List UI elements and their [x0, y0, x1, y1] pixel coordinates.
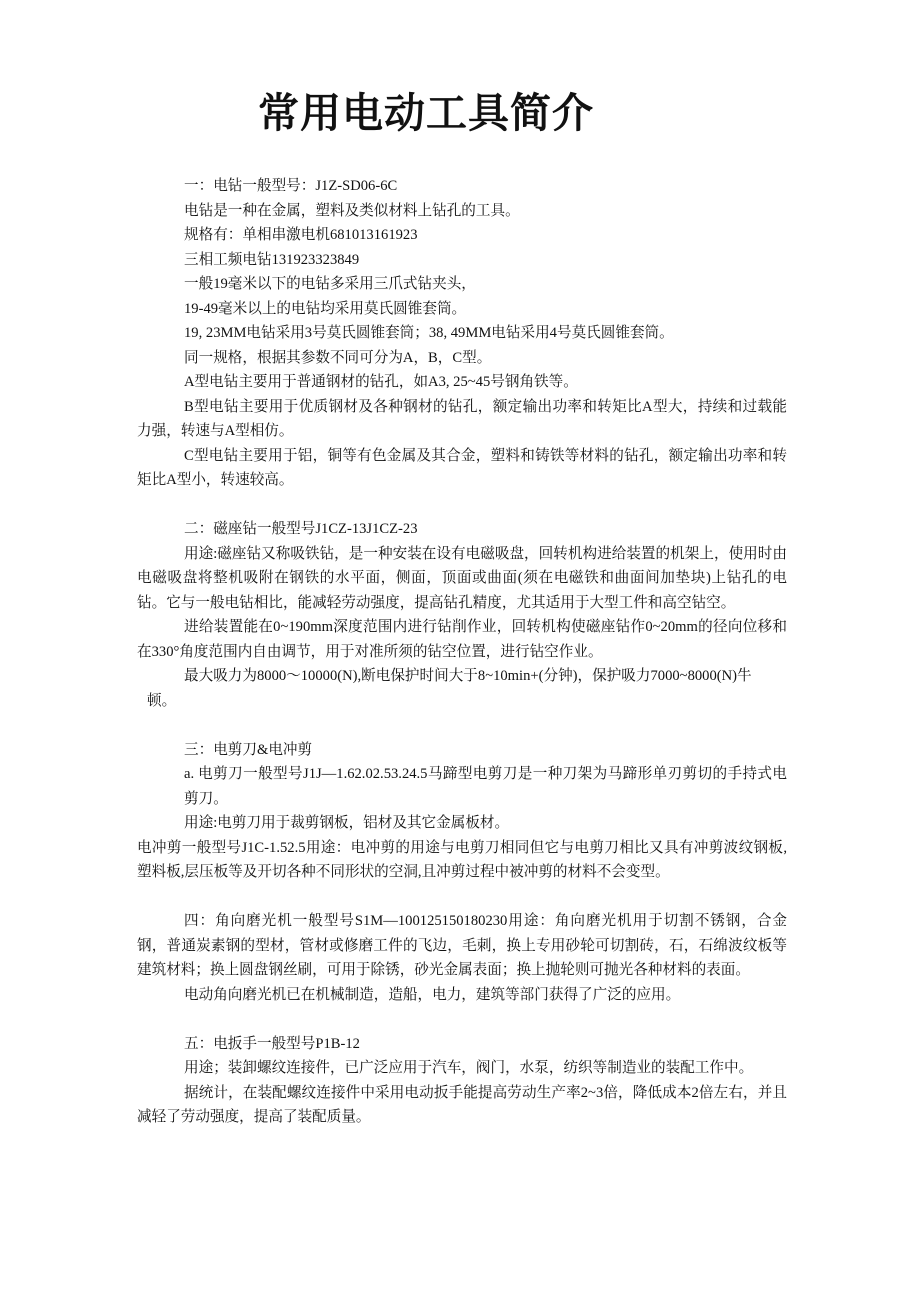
- paragraph: 规格有：单相串激电机681013161923: [184, 227, 418, 243]
- section-electric-drill: [137, 174, 787, 493]
- spacer: [137, 1007, 787, 1032]
- section-shears: [137, 738, 787, 885]
- section-heading: 二：磁座钻一般型号J1CZ-13J1CZ-23: [184, 521, 418, 537]
- section-angle-grinder: [137, 909, 787, 1007]
- paragraph: 用途；装卸螺纹连接件，已广泛应用于汽车，阀门，水泵，纺织等制造业的装配工作中。: [184, 1060, 754, 1076]
- paragraph: B型电钻主要用于优质钢材及各种钢材的钻孔，额定输出功率和转矩比A型大，持续和过载能力强，转速与A型相仿。: [137, 398, 787, 439]
- document-body: [137, 174, 787, 1130]
- paragraph: 一般19毫米以下的电钻多采用三爪式钻夹头，: [184, 276, 476, 292]
- paragraph: 用途:电剪刀用于裁剪钢板，铝材及其它金属板材。: [184, 815, 510, 831]
- section-magnetic-drill: [137, 517, 787, 713]
- paragraph: 三相工频电钻131923323849: [184, 251, 360, 268]
- section-heading: 三：电剪刀&电冲剪: [184, 741, 313, 758]
- section-electric-wrench: [137, 1032, 787, 1130]
- section-heading: 五：电扳手一般型号P1B-12: [184, 1035, 360, 1052]
- paragraph: 最大吸力为8000〜10000(N),断电保护时间大于8~10min+(分钟)，保护吸力7000~8000(N)牛: [184, 668, 752, 684]
- spacer: [137, 885, 787, 910]
- page-title: 常用电动工具简介: [258, 89, 594, 137]
- paragraph: 用途:磁座钻又称吸铁钻，是一种安装在设有电磁吸盘，回转机构进给装置的机架上，使用时由电磁吸盘将整机吸附在钢铁的水平面，侧面，顶面或曲面(须在电磁铁和曲面间加垫块)上钻孔的电钻。它与一般电钻相比，能减轻劳动强度，提高钻孔精度，尤其适用于大型工件和高空钻空。: [137, 545, 787, 611]
- paragraph: 电动角向磨光机已在机械制造，造船，电力，建筑等部门获得了广泛的应用。: [184, 986, 681, 1003]
- section-heading: 一：电钻一般型号：J1Z-SD06-6C: [184, 178, 398, 194]
- paragraph: 同一规格，根据其参数不同可分为A，B，C型。: [184, 349, 492, 366]
- spacer: [137, 713, 787, 738]
- paragraph: 据统计，在装配螺纹连接件中采用电动扳手能提高劳动生产率2~3倍，降低成本2倍左右，并且减轻了劳动强度，提高了装配质量。: [137, 1084, 787, 1125]
- paragraph: 电钻是一种在金属，塑料及类似材料上钻孔的工具。: [184, 202, 520, 219]
- paragraph: 顿。: [147, 692, 177, 709]
- paragraph: C型电钻主要用于铝，铜等有色金属及其合金，塑料和铸铁等材料的钻孔，额定输出功率和转矩比A型小，转速较高。: [137, 447, 787, 488]
- list-item: a. 电剪刀一般型号J1J—1.62.02.53.24.5马蹄型电剪刀是一种刀架为马蹄形单刃剪切的手持式电剪刀。: [184, 766, 787, 807]
- spacer: [137, 493, 787, 518]
- paragraph: A型电钻主要用于普通钢材的钻孔，如A3, 25~45号钢角铁等。: [184, 374, 578, 390]
- paragraph: 电冲剪一般型号J1C-1.52.5用途：电冲剪的用途与电剪刀相同但它与电剪刀相比又具有冲剪波纹钢板,塑料板,层压板等及开切各种不同形状的空洞,且冲剪过程中被冲剪的材料不会变型。: [137, 839, 787, 880]
- paragraph: 进给装置能在0~190mm深度范围内进行钻削作业，回转机构使磁座钻作0~20mm的径向位移和在330°角度范围内自由调节，用于对准所须的钻空位置，进行钻空作业。: [137, 619, 787, 660]
- paragraph: 19-49毫米以上的电钻均采用莫氏圆锥套筒。: [184, 300, 467, 317]
- paragraph: 19, 23MM电钻采用3号莫氏圆锥套筒；38, 49MM电钻采用4号莫氏圆锥套筒。: [184, 325, 674, 341]
- section-heading: 四：角向磨光机一般型号S1M—100125150180230用途：角向磨光机用于切割不锈钢，合金钢，普通炭素钢的型材，管材或修磨工件的飞边，毛刺，换上专用砂轮可切割砖，石，石绵波纹板等建筑材料；换上圆盘钢丝刷，可用于除锈，砂光金属表面；换上抛轮则可抛光各种材料的表面。: [137, 913, 787, 978]
